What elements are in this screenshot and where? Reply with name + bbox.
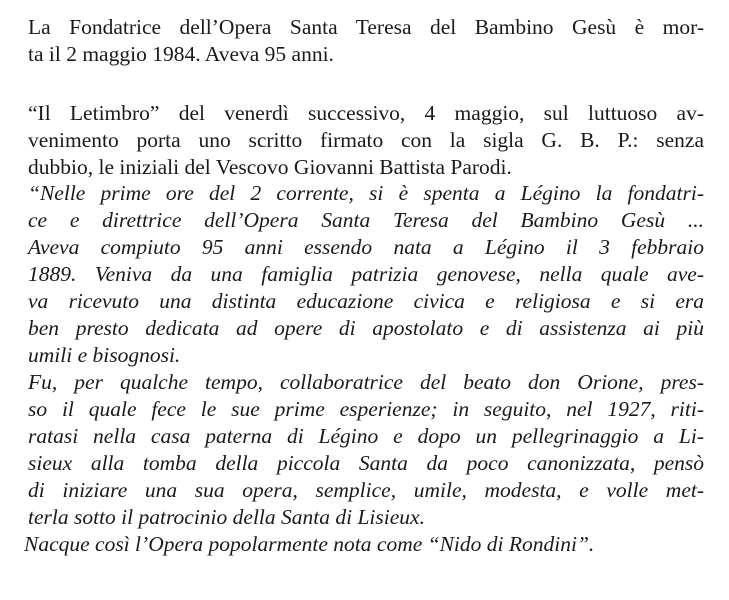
text-line: “Nelle prime ore del 2 corrente, si è spenta a Légino la fondatri- <box>28 181 704 205</box>
text-line: 1889. Veniva da una famiglia patrizia genovese, nella quale ave- <box>28 262 704 286</box>
text-line: va ricevuto una distinta educazione civica e religiosa e si era <box>28 289 704 313</box>
text-line: terla sotto il patrocinio della Santa di Lisieux. <box>28 505 425 529</box>
text-line: di iniziare una sua opera, semplice, umile, modesta, e volle met- <box>28 478 704 502</box>
text-line: “Il Letimbro” del venerdì successivo, 4 maggio, sul luttuoso av- <box>28 101 704 125</box>
text-line: venimento porta uno scritto firmato con la sigla G. B. P.: senza <box>28 128 704 152</box>
text-line: Nacque così l’Opera popolarmente nota come “Nido di Rondini”. <box>24 532 595 556</box>
text-line: Aveva compiuto 95 anni essendo nata a Légino il 3 febbraio <box>28 235 704 259</box>
text-line: ce e direttrice dell’Opera Santa Teresa del Bambino Gesù ... <box>28 208 704 232</box>
text-line: umili e bisognosi. <box>28 343 181 367</box>
text-line: Fu, per qualche tempo, collaboratrice del beato don Orione, pres- <box>28 370 704 394</box>
text-line: ratasi nella casa paterna di Légino e dopo un pellegrinaggio a Li- <box>28 424 704 448</box>
text-line: sieux alla tomba della piccola Santa da poco canonizzata, pensò <box>28 451 704 475</box>
text-line: dubbio, le iniziali del Vescovo Giovanni Battista Parodi. <box>28 155 512 179</box>
text-line: La Fondatrice dell’Opera Santa Teresa del Bambino Gesù è mor- <box>28 15 704 39</box>
text-line: ta il 2 maggio 1984. Aveva 95 anni. <box>28 42 334 66</box>
text-line: ben presto dedicata ad opere di apostolato e di assistenza ai più <box>28 316 704 340</box>
text-line: so il quale fece le sue prime esperienze; in seguito, nel 1927, riti- <box>28 397 704 421</box>
